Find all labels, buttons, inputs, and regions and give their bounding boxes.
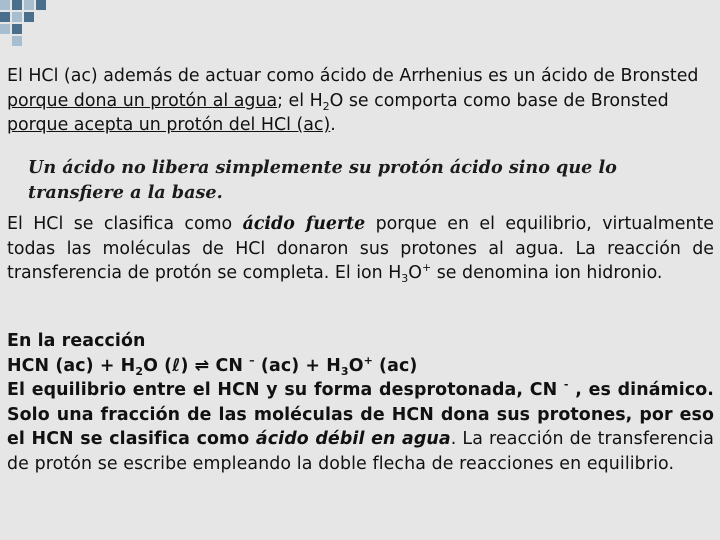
corner-square: [24, 12, 34, 22]
emphasis-weak-acid: ácido débil en agua: [255, 429, 451, 449]
subscript: 3: [401, 272, 409, 285]
paragraph-weak-acid: [7, 329, 714, 476]
corner-square: [12, 12, 22, 22]
text-run: ; el H: [277, 90, 323, 111]
subscript: 3: [340, 364, 349, 378]
underlined-text: porque acepta un protón del HCl (ac): [7, 115, 331, 135]
text-run: (ac) + H: [254, 355, 341, 376]
equilibrium-arrow-icon: ⇌: [194, 355, 210, 376]
superscript: –: [249, 353, 255, 367]
emphasis-strong-acid: ácido fuerte: [242, 214, 366, 234]
highlight-statement: Un ácido no libera simplemente su protón ácido sino que lo transfiere a la base.: [28, 157, 617, 203]
text-run: O se comporta como base de Bronsted: [329, 90, 669, 111]
corner-decoration: [0, 0, 60, 48]
text-run: O: [348, 355, 364, 376]
text-run: El HCl se clasifica como: [7, 214, 243, 234]
text-run: porque en el equilibrio, virtualmente todas las moléculas de HCl donaron sus protones al agua. La reacción de transferencia de protón se completa. El ion H: [7, 214, 714, 283]
reaction-heading: En la reacción: [7, 331, 146, 351]
subscript: 2: [322, 99, 330, 113]
reaction-equation: [7, 354, 714, 379]
corner-square: [0, 0, 10, 10]
text-run: (ac): [372, 355, 418, 376]
text-run: O (ℓ): [143, 355, 195, 376]
text-run: El HCl (ac) además de actuar como ácido de Arrhenius es un ácido de Bronsted: [7, 66, 699, 86]
text-run: O: [408, 263, 422, 283]
corner-square: [12, 24, 22, 34]
superscript: +: [363, 353, 373, 367]
superscript: -: [563, 378, 569, 391]
text-run: HCN (ac) + H: [7, 355, 136, 376]
text-run: se denomina ion hidronio.: [431, 263, 663, 283]
equilibrium-explanation: [7, 378, 714, 476]
text-run: . La reacción de transferencia de protón se escribe empleando la doble flecha de reacciones en equilibrio.: [7, 429, 714, 474]
corner-square: [24, 0, 34, 10]
subscript: 2: [135, 364, 144, 378]
superscript: +: [422, 261, 432, 274]
paragraph-strong-acid: [7, 212, 714, 286]
text-run: .: [330, 115, 336, 135]
text-run: , es dinámico. Solo una fracción de las moléculas de HCN dona sus protones, por eso el HCN se clasifica como: [7, 380, 714, 449]
corner-square: [0, 24, 10, 34]
corner-square: [12, 0, 22, 10]
text-run: CN: [209, 355, 250, 376]
corner-square: [12, 36, 22, 46]
text-run: El equilibrio entre el HCN y su forma desprotonada, CN: [7, 380, 564, 400]
corner-square: [36, 0, 46, 10]
paragraph-bronsted: [7, 64, 714, 138]
corner-square: [0, 12, 10, 22]
underlined-text: porque dona un protón al agua: [7, 90, 278, 111]
